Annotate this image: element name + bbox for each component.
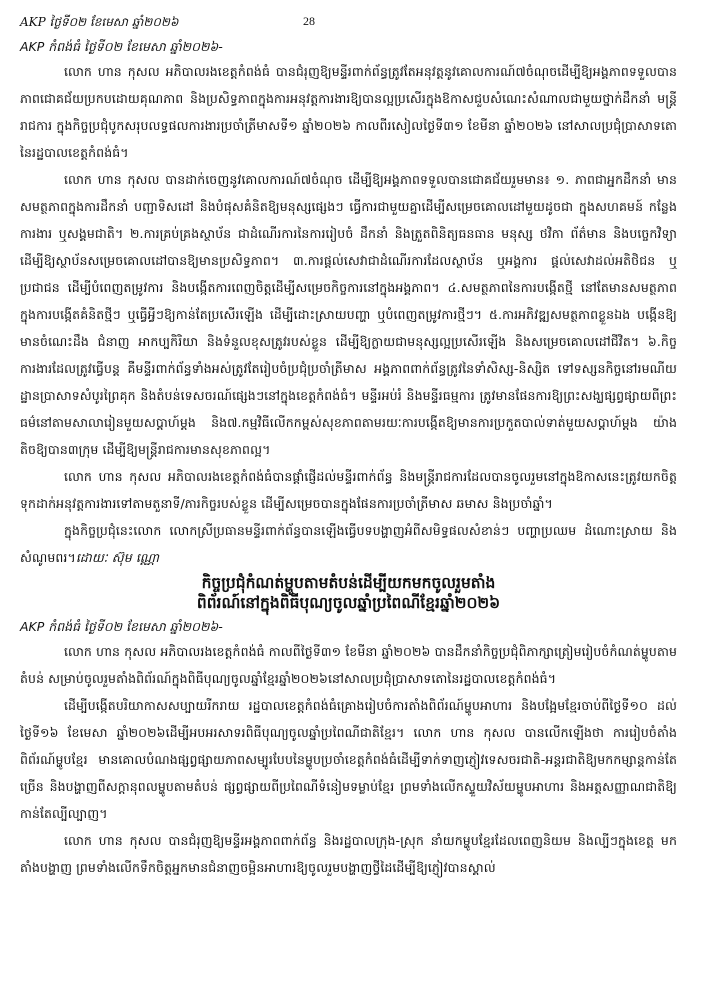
article-2-headline-line-2: ពិព័រណ៍នៅក្នុងពិធីបុណ្យចូលឆ្នាំប្រពៃណីខ្មែរឆ្នាំ២០២៦ [196,594,501,612]
article-2-paragraph-2: ដើម្បីបង្កើតបរិយាកាសសប្បាយរីករាយ រដ្ឋបាលខេត្តកំពង់ធំគ្រោងរៀបចំការតាំងពិព័រណ៍ម្ហូបអាហារ និងបង្អែមខ្មែរចាប់ពីថ្ងៃទី១០ ដល់ថ្ងៃទី១៦ ខែមេសា ឆ្នាំ២០២៦ដើម្បីអបអរសាទរពិធីបុណ្យចូលឆ្នាំប្រពៃណីជាតិខ្មែរ។ លោក ហាន កុសល បានលើកឡើងថា ការរៀបចំតាំងពិព័រណ៍ម្ហូបខ្មែរ មានគោលបំណងផ្សព្វផ្សាយភាពសម្បូរបែបនៃម្ហូបប្រចាំខេត្តកំពង់ធំដើម្បីទាក់ទាញភ្ញៀវទេសចរជាតិ-អន្តរជាតិឱ្យមកកម្សាន្តកាន់តែច្រើន និងបង្ហាញពីសក្ដានុពលម្ហូបតាមតំបន់ ផ្សព្វផ្សាយពីប្រពៃណីទំនៀមទម្លាប់ខ្មែរ ព្រមទាំងលើកស្ទួយវិស័យម្ហូបអាហារ និងអត្តសញ្ញាណជាតិឱ្យកាន់តែល្បីល្បាញ។ [20,698,677,821]
article-1-paragraph-4-text: ក្នុងកិច្ចប្រជុំនេះលោក លោកស្រីប្រធានមន្ទីរពាក់ព័ន្ធបានឡើងធ្វើបទបង្ហាញអំពីសមិទ្ធផលសំខាន់ៗ បញ្ហាប្រឈម ដំណោះស្រាយ និងសំណូមពរ។ [20,523,677,565]
article-2-headline-line-1: កិច្ចប្រជុំកំណត់ម្ហូបតាមតំបន់ដើម្បីយកមកចូលរួមតាំង [201,574,496,592]
article-2-headline [20,573,677,613]
article-1-paragraph-1: លោក ហាន កុសល អភិបាលរងខេត្តកំពង់ធំ បានជំរុញឱ្យមន្ទីរពាក់ព័ន្ធត្រូវតែអនុវត្តនូវគោលការណ៍៧ចំណុចដើម្បីឱ្យអង្គភាពទទួលបានភាពជោគជ័យប្រកបដោយគុណភាព និងប្រសិទ្ធភាពក្នុងការអនុវត្តការងារឱ្យបានល្អប្រសើរក្នុងឱកាសជួបសំណេះសំណាលជាមួយថ្នាក់ដឹកនាំ មន្ត្រីរាជការ ក្នុងកិច្ចប្រជុំបូកសរុបលទ្ធផលការងារប្រចាំត្រីមាសទី១ ឆ្នាំ២០២៦ កាលពីរសៀលថ្ងៃទី៣១ ខែមីនា ឆ្នាំ២០២៦ នៅសាលប្រជុំប្រាសាទតោនៃរដ្ឋបាលខេត្តកំពង់ធំ។ [20,64,677,160]
article-2-paragraph-3: លោក ហាន កុសល បានជំរុញឱ្យមន្ទីរអង្គភាពពាក់ព័ន្ធ និងរដ្ឋបាលក្រុង-ស្រុក នាំយកម្ហូបខ្មែរដែលពេញនិយម និងល្បីៗក្នុងខេត្ត មកតាំងបង្ហាញ ព្រមទាំងលើកទឹកចិត្តអ្នកមានជំនាញចម្អិនអាហារឱ្យចូលរួមបង្ហាញថ្វីដៃដើម្បីឱ្យភ្ញៀវបានស្គាល់ [20,833,677,875]
article-1-paragraph-3: លោក ហាន កុសល អភិបាលរងខេត្តកំពង់ធំបានផ្ដាំផ្ញើដល់មន្ទីរពាក់ព័ន្ធ និងមន្ត្រីរាជការដែលបានចូលរួមនៅក្នុងឱកាសនេះត្រូវយកចិត្តទុកដាក់អនុវត្តការងារទៅតាមតួនាទី/ភារកិច្ចរបស់ខ្លួន ដើម្បីសម្រេចបានក្នុងផែនការប្រចាំត្រីមាស ឆមាស និងប្រចាំឆ្នាំ។ [20,469,677,511]
article-1-paragraph-2: លោក ហាន កុសល បានដាក់ចេញនូវគោលការណ៍៧ចំណុច ដើម្បីឱ្យអង្គភាពទទួលបានជោគជ័យរួមមាន៖ ១. ភាពជាអ្នកដឹកនាំ មានសមត្ថភាពក្នុងការដឹកនាំ បញ្ជាទិសដៅ និងបំផុសគំនិតឱ្យមនុស្សផ្សេងៗ ធ្វើការជាមួយគ្នាដើម្បីសម្រេចគោលដៅមួយដូចជា ក្នុងសហគមន៍ កន្លែងការងារ ឬសង្គមជាតិ។ ២.ការគ្រប់គ្រងស្ថាប័ន ជាដំណើរការនៃការរៀបចំ ដឹកនាំ និងត្រួតពិនិត្យធនធាន មនុស្ស ថវិកា ព័ត៌មាន និងបច្ចេកវិទ្យា ដើម្បីឱ្យស្ថាប័នសម្រេចគោលដៅបានឱ្យមានប្រសិទ្ធភាព។ ៣.ការផ្ដល់សេវាជាដំណើរការដែលស្ថាប័ន ឬអង្គការ ផ្ដល់សេវាដល់អតិថិជន ឬប្រជាជន ដើម្បីបំពេញតម្រូវការ និងបង្កើតការពេញចិត្តដើម្បីសម្រេចកិច្ចការនៅក្នុងអង្គភាព។ ៤.សមត្ថភាពនៃការបង្កើតថ្មី នៅតែមានសមត្ថភាពក្នុងការបង្កើតគំនិតថ្មីៗ ឬធ្វើអ្វីៗឱ្យកាន់តែប្រសើរឡើង ដើម្បីដោះស្រាយបញ្ហា ឬបំពេញតម្រូវការថ្មីៗ។ ៥.ការអភិវឌ្ឍសមត្ថភាពខ្លួនឯង បង្កើនឱ្យមានចំណេះដឹង ជំនាញ អាកប្បកិរិយា និងទំនួលខុសត្រូវរបស់ខ្លួន ដើម្បីឱ្យក្លាយជាមនុស្សល្អប្រសើរឡើង និងសម្រេចគោលដៅជីវិត។ ៦.កិច្ចការងារដែលត្រូវធ្វើបន្ត គឺមន្ទីរពាក់ព័ន្ធទាំងអស់ត្រូវតែរៀបចំប្រជុំប្រចាំត្រីមាស អង្គភាពពាក់ព័ន្ធត្រូវនៃទាំសិស្ស-និស្សិត ទៅទស្សនកិច្ចនៅរមណីយដ្ឋានប្រាសាទសំបូរព្រៃគុក និងតំបន់ទេសចរណ៍ផ្សេងៗនៅក្នុងខេត្តកំពង់ធំ។ មន្ទីរអប់រំ និងមន្ទីរធម្មការ ត្រូវមានផែនការឱ្យព្រះសង្ឃផ្សព្វផ្សាយពីព្រះធម៌នៅតាមសាលារៀនមួយសប្ដាហ៍ម្ដង និង៧.កម្មវិធីលើកកម្ពស់សុខភាពតាមរយៈការបង្កើតឱ្យមានការប្រកួតបាល់ទាត់មួយសប្ដាហ៍ម្ដង យ៉ាងតិចឱ្យបាន៣ក្រុម ដើម្បីឱ្យមន្ត្រីរាជការមានសុខភាពល្អ។ [20,172,677,457]
article-1-byline: ដោយៈ ស៊ុម ណ្ណោ [75,550,160,565]
article-1-dateline: AKP កំពង់ធំ ថ្ងៃទី០២ ខែមេសា ឆ្នាំ២០២៦- [20,39,223,54]
page-number: 28 [303,14,315,28]
article-2 [20,573,677,881]
running-header [20,14,677,36]
article-1 [20,36,677,571]
running-head: AKP ថ្ងៃទី០២ ខែមេសា ឆ្នាំ២០២៦ [20,15,179,29]
article-2-dateline: AKP កំពង់ធំ ថ្ងៃទី០២ ខែមេសា ឆ្នាំ២០២៦- [20,619,223,634]
article-2-paragraph-1: លោក ហាន កុសល អភិបាលរងខេត្តកំពង់ធំ កាលពីថ្ងៃទី៣១ ខែមីនា ឆ្នាំ២០២៦ បានដឹកនាំកិច្ចប្រជុំពិភាក្សាត្រៀមរៀបចំកំណត់ម្ហូបតាមតំបន់ សម្រាប់ចូលរួមតាំងពិព័រណ៍ក្នុងពិធីបុណ្យចូលឆ្នាំខ្មែរឆ្នាំ២០២៦នៅសាលប្រជុំប្រាសាទតោនៃរដ្ឋបាលខេត្តកំពង់ធំ។ [20,644,677,686]
article-1-paragraph-4 [20,517,677,571]
